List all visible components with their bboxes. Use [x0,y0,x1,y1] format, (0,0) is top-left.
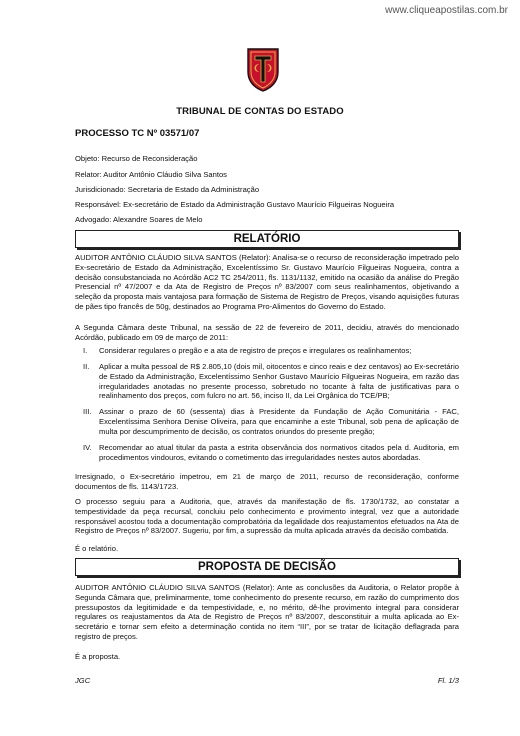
meta-object: Objeto: Recurso de Reconsideração [75,154,198,163]
proposta-paragraph-1: AUDITOR ANTÔNIO CLÁUDIO SILVA SANTOS (Relator): Ante as conclusões da Auditoria, o Relator propõe à Segunda Câmara que, preliminarmente, tome conhecimento do presente recurso, em razão do cumprimento dos pressupostos da legitimidade e da tempestividade, e, no mérito, dê-lhe provimento integral para considerar regulares os reajustamentos da Ata de Registro de Preços nº 83/2007, desconstituir a multa aplicada ao Ex-secretário e tornar sem efeito a determinação contida no item “III”, por se tratar de licitação deflagrada para registro de preços. [75,583,459,641]
decision-item [83,407,459,436]
item-text: Recomendar ao atual titular da pasta a estrita observância dos normativos citados pela d. Auditoria, em procedimentos vindouros, evitando o cometimento das irregularidades nestes autos abordadas. [99,443,459,462]
court-title: TRIBUNAL DE CONTAS DO ESTADO [176,106,344,117]
item-number: II. [83,362,90,371]
meta-responsible: Responsável: Ex-secretário de Estado da Administração Gustavo Maurício Filgueiras Nogueira [75,200,395,209]
item-number: I. [83,346,88,355]
process-number: PROCESSO TC Nº 03571/07 [75,128,200,139]
relatorio-paragraph-1: AUDITOR ANTÔNIO CLÁUDIO SILVA SANTOS (Relator): Analisa-se o recurso de reconsideração impetrado pelo Ex-secretário de Estado da Administração, Excelentíssimo Sr. Gustavo Maurício Filgueiras Nogueira, contra a decisão consubstanciada no Acórdão AC2 TC 254/2011, fls. 1131/1132, emitido na ocasião da análise do Pregão Presencial nº 47/2007 e da Ata de Registro de Preços nº 83/2007 com seus realinhamentos, objetivando a seleção da proposta mais vantajosa para formação de Sistema de Registro de Preços, visando aquisições futuras de pães tipo francês de 50g, destinados ao Programa Pro-Alimentos do Governo do Estado. [75,253,459,311]
relatorio-paragraph-4: O processo seguiu para a Auditoria, que, através da manifestação de fls. 1730/1732, ao constatar a tempestividade da peça recursal, concluiu pelo conhecimento e provimento integral, vez que a autoridade responsável acostou toda a documentação comprobatória da legalidade dos reajustamentos efetuados na Ata de Registro de Preços nº 83/2007. Sugeriu, por fim, a supressão da multa aplicada através da decisão combatida. [75,497,459,536]
meta-jurisdiction: Jurisdicionado: Secretaria de Estado da Administração [75,185,260,194]
relatorio-paragraph-2: A Segunda Câmara deste Tribunal, na sessão de 22 de fevereiro de 2011, decidiu, através do mencionado Acórdão, publicado em 09 de março de 2011: [75,323,459,342]
footer-initials: JGC [75,676,91,685]
footer-page-number: Fl. 1/3 [437,676,459,685]
section-heading-proposta: PROPOSTA DE DECISÃO [75,558,459,576]
item-text: Aplicar a multa pessoal de R$ 2.805,10 (dois mil, oitocentos e cinco reais e dez centavos) ao Ex-secretário de Estado da Administração, Excelentíssimo Senhor Gustavo Maurício Filgueiras Nogueira, em razão das irregularidades anotadas no presente processo, sobretudo no tocante à falta de justificativas para o realinhamento dos preços, com fulcro no art. 56, inciso II, da Lei Orgânica do TCE/PB; [99,362,459,401]
item-number: IV. [83,443,92,452]
decision-item [83,443,459,463]
proposta-closing: É a proposta. [75,652,121,661]
relatorio-closing: É o relatório. [75,544,119,553]
meta-rapporteur: Relator: Auditor Antônio Cláudio Silva Santos [75,170,227,179]
relatorio-paragraph-3: Irresignado, o Ex-secretário impetrou, em 21 de março de 2011, recurso de reconsideração, conforme documentos de fls. 1143/1723. [75,472,459,491]
meta-lawyer: Advogado: Alexandre Soares de Melo [75,215,203,224]
section-heading-relatorio: RELATÓRIO [75,230,459,248]
decision-item [83,346,459,356]
watermark-url[interactable]: www.cliqueapostilas.com.br [385,5,508,16]
item-text: Considerar regulares o pregão e a ata de registro de preços e irregulares os realinhamentos; [99,346,412,355]
coat-of-arms-icon [247,48,279,92]
decision-item [83,362,459,401]
item-number: III. [83,407,92,416]
item-text: Assinar o prazo de 60 (sessenta) dias à Presidente da Fundação de Ação Comunitária - FAC, Excelentíssima Senhora Denise Oliveira, para que encaminhe a este Tribunal, sob pena de aplicação de multa por descumprimento de decisão, os contratos oriundos do presente pregão; [99,407,459,436]
